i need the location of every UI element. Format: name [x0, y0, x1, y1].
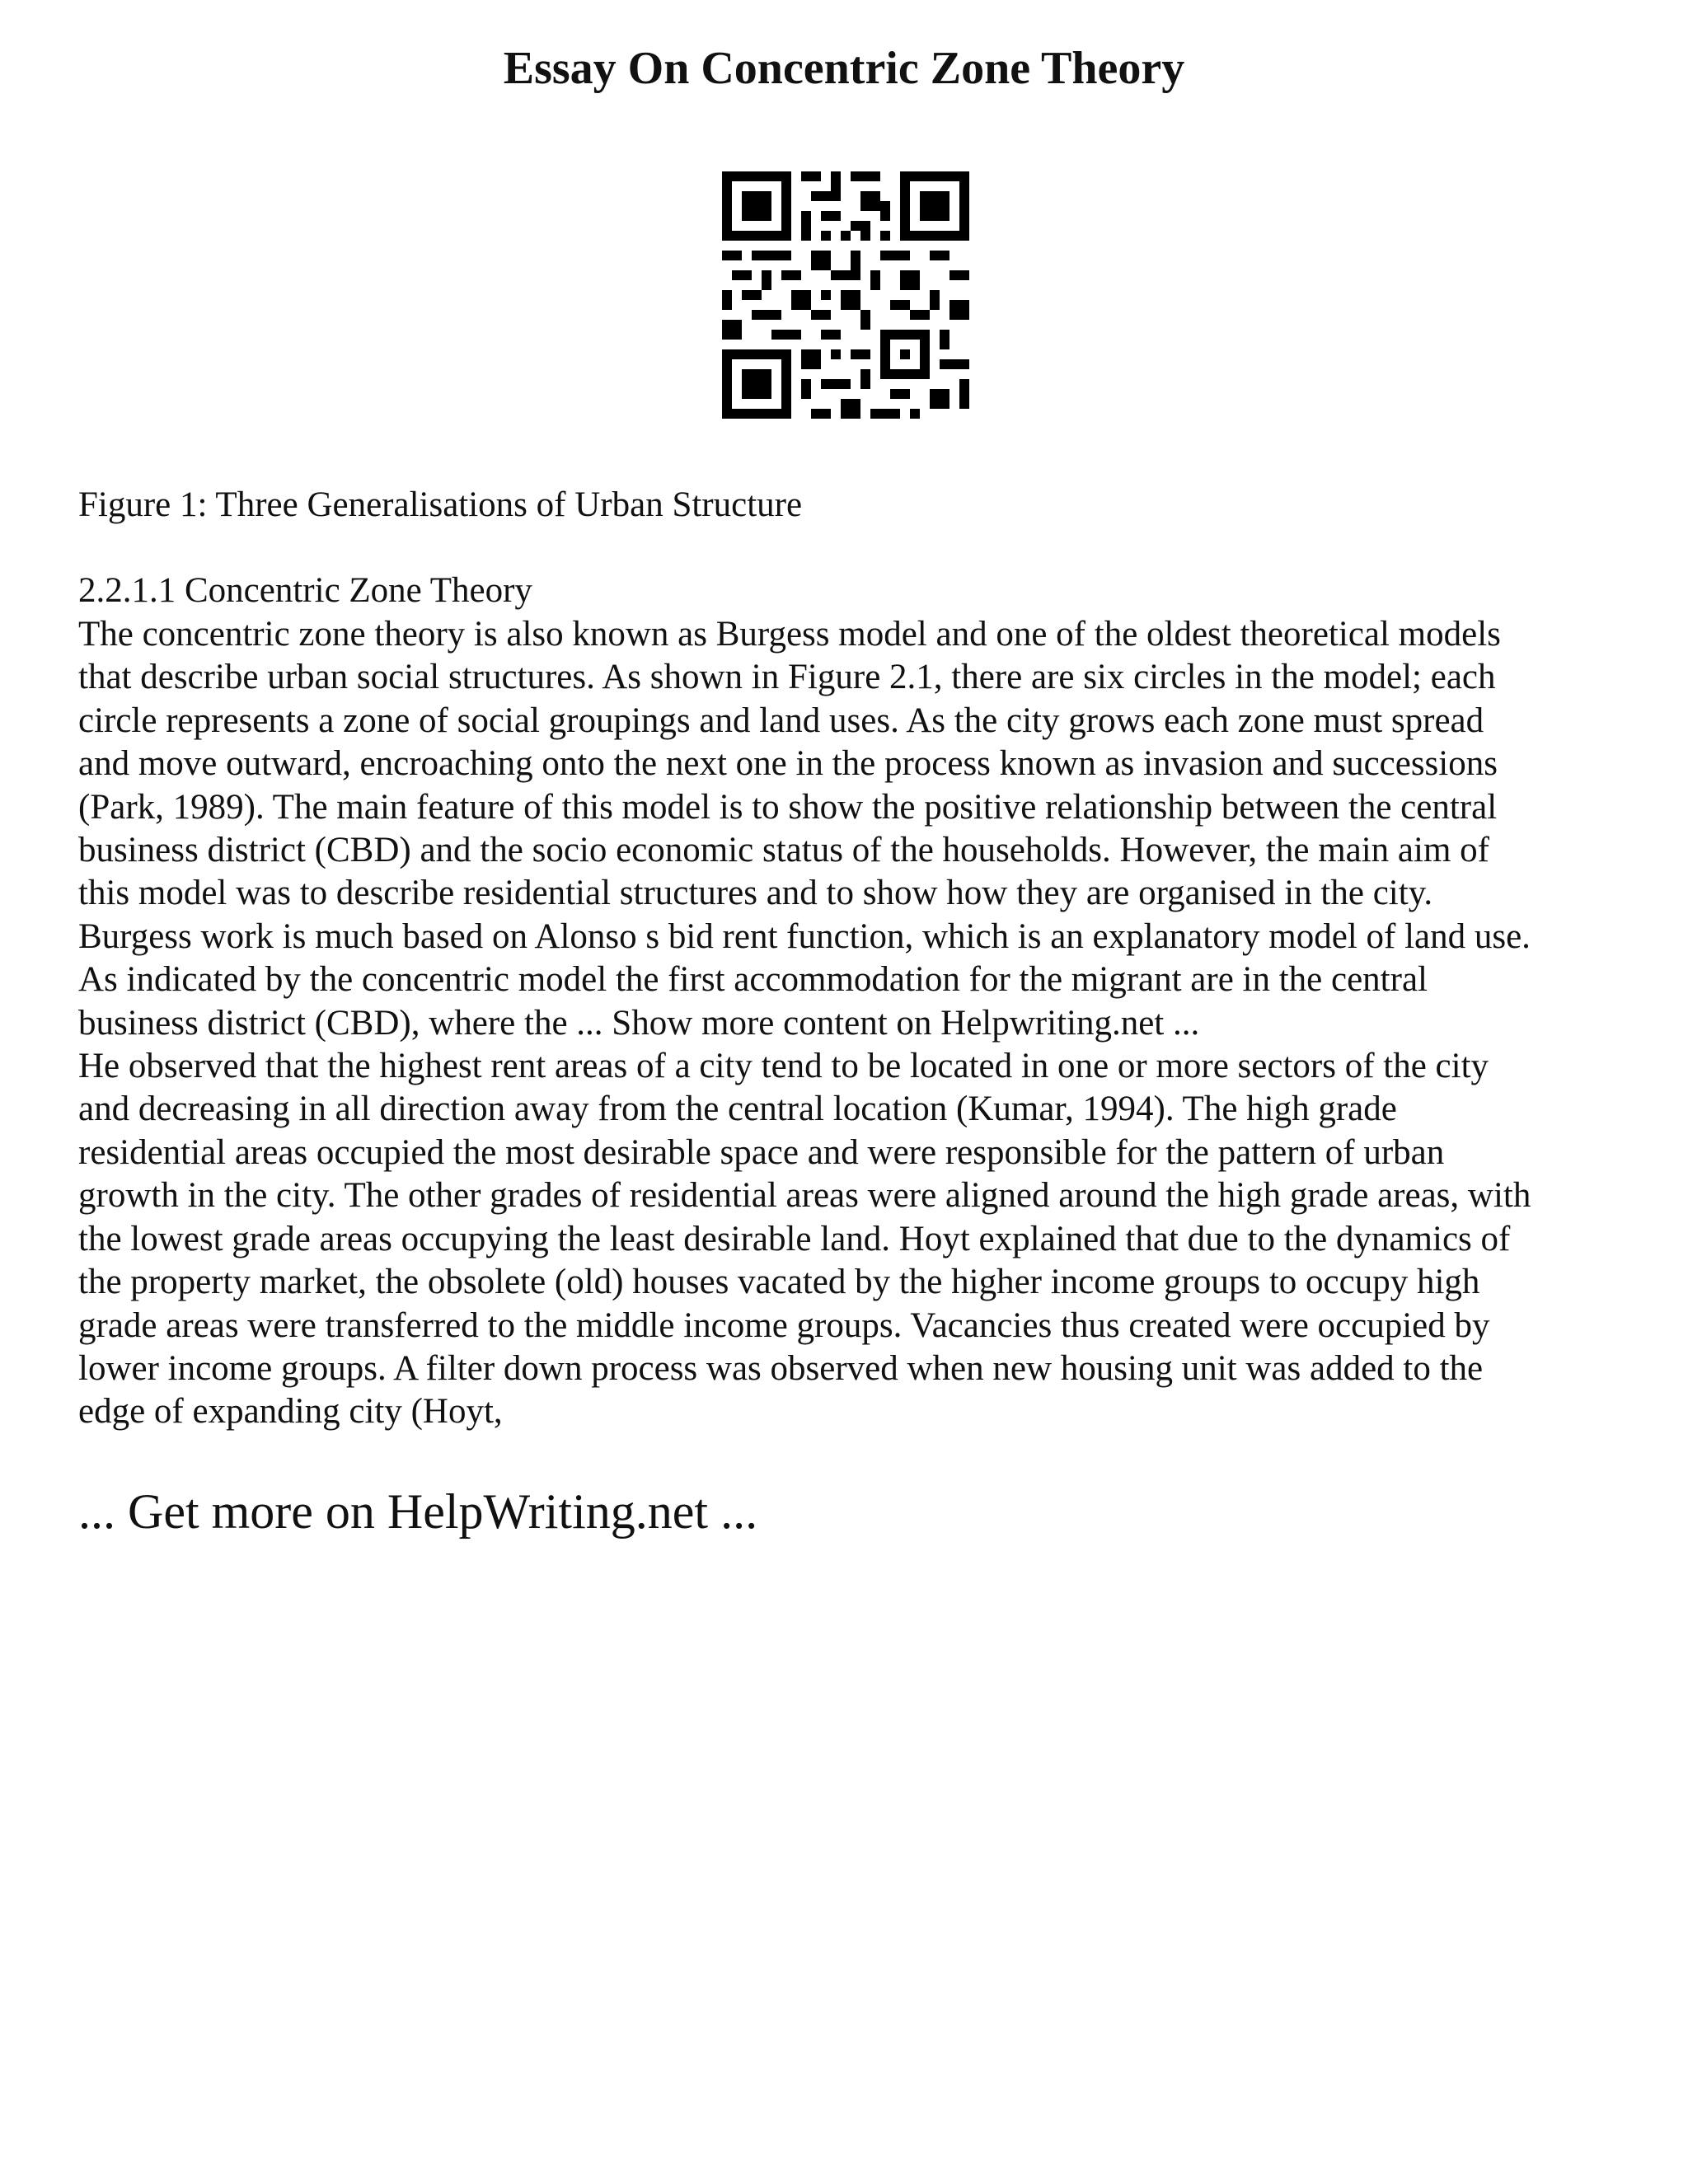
essay-body — [78, 613, 1644, 1434]
body-line: and move outward, encroaching onto the next one in the process known as invasion and successions — [78, 744, 1498, 784]
body-line: The concentric zone theory is also known as Burgess model and one of the oldest theoretical models — [78, 615, 1501, 654]
body-line: growth in the city. The other grades of residential areas were aligned around the high grade areas, with — [78, 1176, 1531, 1216]
body-line: grade areas were transferred to the middle income groups. Vacancies thus created were occupied by — [78, 1305, 1490, 1345]
body-line: the property market, the obsolete (old) houses vacated by the higher income groups to occupy high — [78, 1263, 1480, 1302]
page-title: Essay On Concentric Zone Theory — [503, 43, 1185, 94]
body-line: (Park, 1989). The main feature of this model is to show the positive relationship between the central — [78, 787, 1498, 827]
body-line: business district (CBD), where the ... Show more content on Helpwriting.net ... — [78, 1003, 1200, 1043]
body-line: edge of expanding city (Hoyt, — [78, 1392, 503, 1432]
qr-code-graphic — [722, 171, 969, 419]
body-line: business district (CBD) and the socio economic status of the households. However, the main aim of — [78, 831, 1489, 870]
body-line: circle represents a zone of social groupings and land uses. As the city grows each zone must spread — [78, 701, 1484, 740]
body-line: this model was to describe residential structures and to show how they are organised in the city. — [78, 874, 1433, 913]
qr-code-icon — [722, 171, 969, 419]
section-heading: 2.2.1.1 Concentric Zone Theory — [78, 571, 532, 610]
body-line: and decreasing in all direction away from the central location (Kumar, 1994). The high grade — [78, 1090, 1397, 1129]
body-line: Burgess work is much based on Alonso s bid rent function, which is an explanatory model of land use. — [78, 916, 1531, 956]
body-line: the lowest grade areas occupying the least desirable land. Hoyt explained that due to the dynamics of — [78, 1219, 1511, 1258]
body-line: As indicated by the concentric model the first accommodation for the migrant are in the central — [78, 960, 1428, 1000]
body-line: that describe urban social structures. As shown in Figure 2.1, there are six circles in the model; each — [78, 658, 1496, 697]
figure-caption: Figure 1: Three Generalisations of Urban Structure — [78, 485, 803, 524]
get-more-link[interactable]: ... Get more on HelpWriting.net ... — [78, 1484, 758, 1539]
body-line: He observed that the highest rent areas of a city tend to be located in one or more sectors of the city — [78, 1047, 1489, 1086]
body-line: lower income groups. A filter down process was observed when new housing unit was added to the — [78, 1348, 1484, 1388]
body-line: residential areas occupied the most desirable space and were responsible for the pattern of urban — [78, 1132, 1445, 1172]
